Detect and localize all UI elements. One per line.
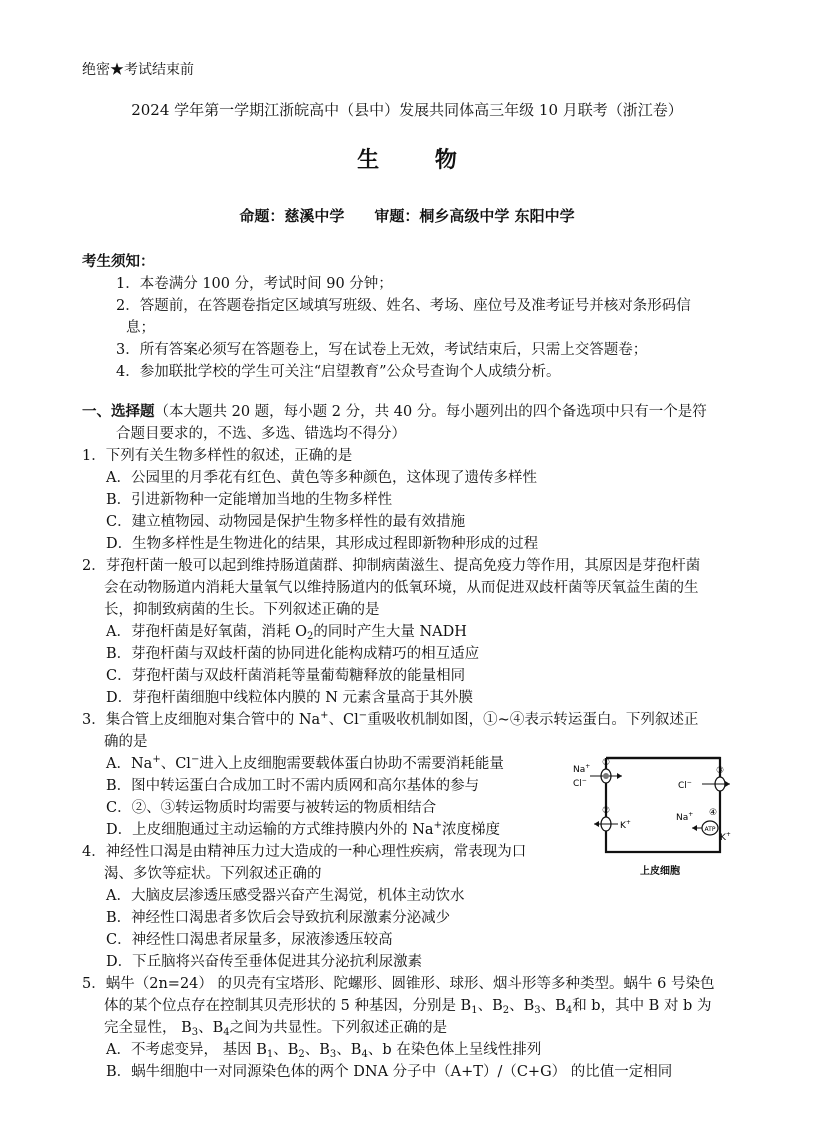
question-4-stem-cont: 渴、多饮等症状。下列叙述正确的 bbox=[104, 866, 322, 882]
question-2-option-b: B．芽孢杆菌与双歧杆菌的协同进化能构成精巧的相互适应 bbox=[106, 646, 480, 662]
k-label-1: K+ bbox=[620, 819, 631, 831]
question-3-stem: 3．集合管上皮细胞对集合管中的 Na+、Cl−重吸收机制如图，①~④表示转运蛋白。下列叙述正 bbox=[82, 710, 699, 728]
question-5-option-a: A．不考虑变异， 基因 $B_1$、$B_2$、$B_3$、$B_4$、b 在染色体上呈线性排列 bbox=[106, 1042, 542, 1060]
question-4-option-b: B．神经性口渴患者多饮后会导致抗利尿激素分泌减少 bbox=[106, 910, 451, 926]
notice-item: 4．参加联批学校的学生可关注“启望教育”公众号查询个人成绩分析。 bbox=[116, 364, 561, 380]
question-5-stem-cont: 完全显性， $B_3$、$B_4$之间为共显性。下列叙述正确的是 bbox=[104, 1020, 448, 1038]
k-label-2: K+ bbox=[720, 831, 731, 843]
nucleus-dot bbox=[603, 773, 609, 779]
notice-heading: 考生须知： bbox=[82, 254, 155, 270]
question-4-option-c: C．神经性口渴患者尿量多，尿液渗透压较高 bbox=[106, 932, 393, 948]
cell-membrane bbox=[606, 758, 720, 852]
arrowhead-1 bbox=[617, 773, 622, 779]
question-1-option-d: D．生物多样性是生物进化的结果，其形成过程即新物种形成的过程 bbox=[106, 536, 539, 552]
confidential-mark: 绝密★考试结束前 bbox=[82, 62, 194, 78]
question-2-stem-cont: 会在动物肠道内消耗大量氧气以维持肠道内的低氧环境，从而促进双歧杆菌等厌氧益生菌的生 bbox=[104, 580, 699, 596]
exam-title: 2024 学年第一学期江浙皖高中（县中）发展共同体高三年级 10 月联考（浙江卷） bbox=[131, 101, 683, 119]
question-2-stem: 2．芽孢杆菌一般可以起到维持肠道菌群、抑制病菌滋生、提高免疫力等作用，其原因是芽孢杆菌 bbox=[82, 558, 701, 574]
subject-title: 生 物 bbox=[357, 148, 481, 173]
arrowhead-3 bbox=[725, 781, 730, 787]
question-1-stem: 1．下列有关生物多样性的叙述，正确的是 bbox=[82, 448, 353, 464]
question-3-stem-cont: 确的是 bbox=[104, 734, 148, 750]
question-4-option-a: A．大脑皮层渗透压感受器兴奋产生渴觉，机体主动饮水 bbox=[106, 888, 465, 904]
question-1-option-a: A．公园里的月季花有红色、黄色等多种颜色，这体现了遗传多样性 bbox=[106, 470, 537, 486]
cl-label-1: Cl− bbox=[573, 777, 587, 789]
question-3-option-a: A．Na+、Cl−进入上皮细胞需要载体蛋白协助不需要消耗能量 bbox=[106, 754, 504, 772]
question-2-option-d: D．芽孢杆菌细胞中线粒体内膜的 N 元素含量高于其外膜 bbox=[106, 690, 474, 706]
question-3-option-b: B．图中转运蛋白合成加工时不需内质网和高尔基体的参与 bbox=[106, 778, 480, 794]
question-1-option-b: B．引进新物种一定能增加当地的生物多样性 bbox=[106, 492, 393, 508]
notice-item: 1．本卷满分 100 分，考试时间 90 分钟； bbox=[116, 276, 393, 292]
question-3-option-c: C．②、③转运物质时均需要与被转运的物质相结合 bbox=[106, 800, 437, 816]
label-4: ④ bbox=[708, 808, 718, 818]
cl-label-2: Cl− bbox=[678, 779, 692, 791]
question-2-stem-cont: 长，抑制致病菌的生长。下列叙述正确的是 bbox=[104, 602, 380, 618]
epithelial-cell-diagram bbox=[570, 740, 730, 880]
question-4-option-d: D．下丘脑将兴奋传至垂体促进其分泌抗利尿激素 bbox=[106, 954, 423, 970]
notice-item: 息； bbox=[126, 320, 155, 336]
section-heading bbox=[82, 402, 707, 422]
notice-item: 2．答题前，在答题卷指定区域填写班级、姓名、考场、座位号及准考证号并核对条形码信 bbox=[116, 298, 691, 314]
question-2-option-c: C．芽孢杆菌与双歧杆菌消耗等量葡萄糖释放的能量相同 bbox=[106, 668, 466, 684]
section-label: 一、选择题 bbox=[82, 404, 155, 420]
question-1-option-c: C．建立植物园、动物园是保护生物多样性的最有效措施 bbox=[106, 514, 466, 530]
label-3: ③ bbox=[715, 766, 725, 776]
na-label-1: Na+ bbox=[573, 763, 591, 775]
question-5-option-b: B．蜗牛细胞中一对同源染色体的两个 DNA 分子中（A+T）/（C+G） 的比值一定相同 bbox=[106, 1064, 673, 1080]
question-4-stem: 4．神经性口渴是由精神压力过大造成的一种心理性疾病，常表现为口 bbox=[82, 844, 527, 860]
label-1: ① bbox=[601, 758, 611, 768]
figure-caption: 上皮细胞 bbox=[640, 866, 680, 877]
question-5-stem: 5．蜗牛（2n=24） 的贝壳有宝塔形、陀螺形、圆锥形、球形、烟斗形等多种类型。蜗牛 6 号染色 bbox=[82, 976, 715, 992]
question-3-option-d: D．上皮细胞通过主动运输的方式维持膜内外的 Na+浓度梯度 bbox=[106, 820, 500, 838]
notice-item: 3．所有答案必须写在答题卷上，写在试卷上无效，考试结束后，只需上交答题卷； bbox=[116, 342, 648, 358]
setters-line: 命题：慈溪中学 审题：桐乡高级中学 东阳中学 bbox=[239, 207, 575, 225]
question-5-stem-cont: 体的某个位点存在控制其贝壳形状的 5 种基因，分别是 $B_1$、$B_2$、$B_3$、$B_4$和 b，其中 B 对 b 为 bbox=[104, 998, 712, 1016]
arrowhead-4 bbox=[692, 825, 697, 831]
section-intro: （本大题共 20 题，每小题 2 分，共 40 分。每小题列出的四个备选项中只有一个是符 bbox=[154, 404, 707, 420]
arrowhead-2 bbox=[594, 821, 599, 827]
atp-label: ATP bbox=[704, 826, 716, 833]
section-intro-cont: 合题目要求的，不选、多选、错选均不得分） bbox=[116, 426, 406, 442]
na-label-2: Na+ bbox=[676, 811, 694, 823]
label-2: ② bbox=[601, 806, 611, 816]
question-2-option-a: A．芽孢杆菌是好氧菌，消耗 $O_2$的同时产生大量 NADH bbox=[106, 624, 467, 642]
